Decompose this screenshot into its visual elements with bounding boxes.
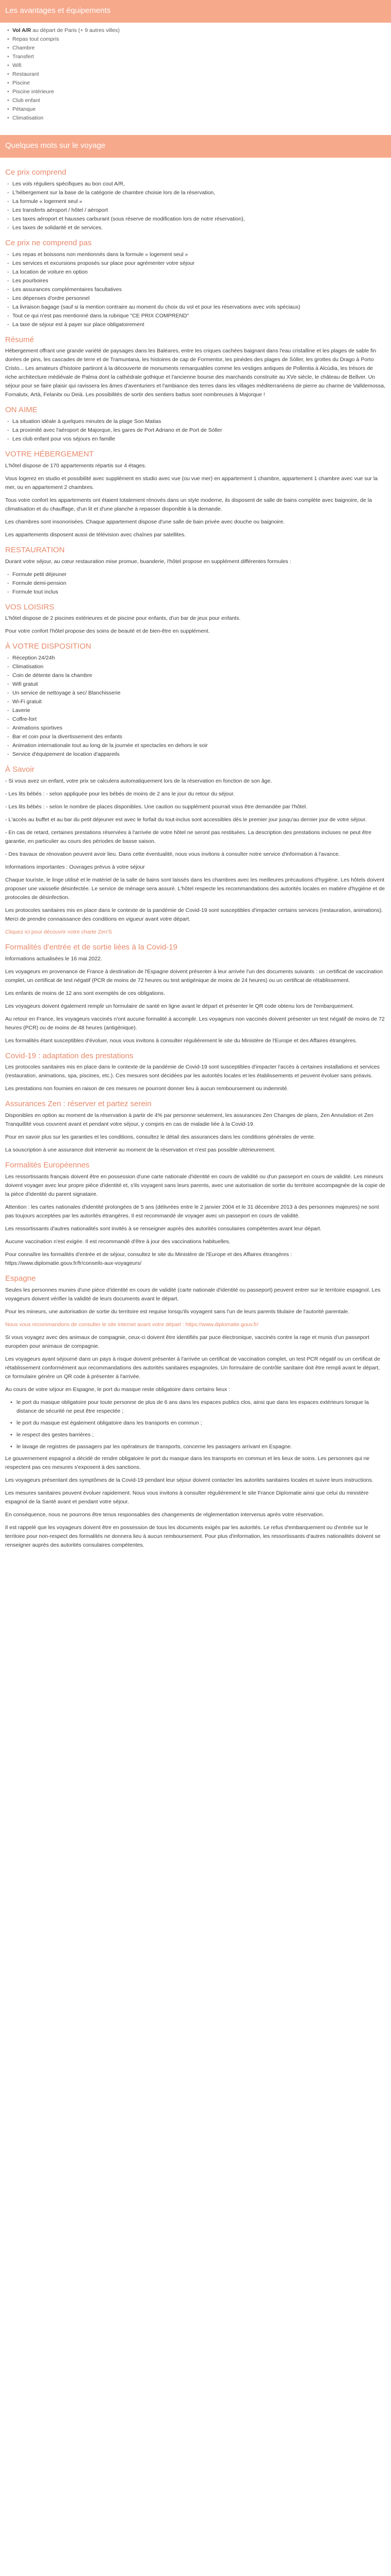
list-item: • le respect des gestes barrières ; [5,1431,386,1439]
list-item: - Les club enfant pour vos séjours en famille [5,435,386,444]
list-item: - Les repas et boissons non mentionnés dans la formule « logement seul » [5,250,386,259]
dispo-title: À VOTRE DISPOSITION [5,642,91,651]
onaime-list [5,417,386,444]
advantage-item-bold: Vol A/R [12,27,31,33]
list-item: - Les assurances complémentaires facultatives [5,285,386,294]
hebergement-p3: Tous votre confort les appartements ont étaient totalement rénovés dans un style moderne, ils disposent de salle de bains complète avec baignoire, de la climatisation et du chauffage, d'un lit et d'une planche à repasser disponible à la demande. [5,497,372,512]
europe-p3: Les ressortissants d'autres nationalités sont invités à se renseigner auprès des autorités consulaires compétentes avant leur départ. [5,1225,322,1232]
europe-p2: Attention : les cartes nationales d'identité prolongées de 5 ans (délivrées entre le 2 janvier 2004 et le 31 décembre 2013 à des personnes majeures) ne sont pas toujours acceptées par les autorités étrangères. Il est recommandé de voyager avec un passeport en cours de validité. [5,1204,379,1219]
list-item: - Un service de nettoyage à sec/ Blanchisserie [5,689,386,698]
list-item: - Wifi gratuit [5,680,386,689]
espagne-list [5,1398,386,1451]
list-item: • le lavage de registres de passagers par les opérateurs de transports, concerne les passagers arrivant en Espagne. [5,1443,386,1451]
hebergement-p1: L'hôtel dispose de 170 appartements répartis sur 4 étages. [5,462,146,469]
savoir-p2: - Les lits bébés : - selon appliquée pour les bébés de moins de 2 ans le jour du retour du séjour. [5,790,235,797]
list-item: - La formule « logement seul » [5,197,386,206]
list-item: - Formule tout inclus [5,588,386,597]
advantage-item-text: Club enfant [12,97,40,104]
list-item: - Animations sportives [5,724,386,733]
espagne-p6: Au cours de votre séjour en Espagne, le port du masque reste obligatoire dans certains lieux : [5,1386,231,1393]
advantage-item-text: Wifi [12,62,22,69]
advantage-item [5,114,386,123]
resume-title: Résumé [5,335,34,344]
advantage-item-text: Climatisation [12,115,44,121]
list-item: - Les dépenses d'ordre personnel [5,294,386,303]
loisirs-title: VOS LOISIRS [5,602,55,612]
noprix-title: Ce prix ne comprend pas [5,238,92,247]
espagne-p8: Les voyageurs présentant des symptômes de la Covid-19 pendant leur séjour doivent contacter les autorités sanitaires locales et suivre leurs instructions. [5,1477,373,1483]
espagne-p11: Il est rappelé que les voyageurs doivent être en possession de tous les documents exigés par les autorités. Le refus d'embarquement ou d'entrée sur le territoire pour non-respect des formalités ne donnera lieu à aucun remboursement. Pour plus d'information, les ressortissants d'autres nationalités doivent se renseigner auprès des autorités consulaires compétentes. [5,1524,381,1548]
assur-p2: Pour en savoir plus sur les garanties et les conditions, consultez le détail des assurances dans les conditions générales de vente. [5,1134,316,1140]
espagne-p5: Les voyageurs ayant séjourné dans un pays à risque doivent présenter à l'arrivée un certificat de vaccination complet, un test PCR négatif ou un certificat de rétablissement conformément aux recommandations des autorités sanitaires espagnoles. Un formulaire de contrôle sanitaire doit être rempli avant le départ, ce formulaire génère un QR code à présenter à l'arrivée. [5,1355,380,1380]
espagne-title: Espagne [5,1274,36,1283]
covid-p1: Les protocoles sanitaires mis en place dans le contexte de la pandémie de Covid-19 sont susceptibles d'impacter l'accès à certaines installations et services (restauration, animations, spa, piscines, etc.). Ces mesures sont décidées par les autorités locales et les établissements et peuvent évoluer sans préavis. [5,1064,380,1079]
europe-p4: Aucune vaccination n'est exigée. Il est recommandé d'être à jour des vaccinations habituelles. [5,1238,231,1245]
formal-p3: Les enfants de moins de 12 ans sont exemptés de ces obligations. [5,990,165,996]
list-item: - Climatisation [5,663,386,671]
hebergement-title: VOTRE HÉBERGEMENT [5,450,94,459]
prix-list [5,180,386,232]
resto-title: RESTAURATION [5,545,65,554]
advantage-item-text: Pétanque [12,106,36,112]
assur-title: Assurances Zen : réserver et partez serein [5,1099,152,1109]
europe-title: Formalités Européennes [5,1161,90,1170]
advantage-item [5,35,386,44]
assur-p3: La souscription à une assurance doit intervenir au moment de la réservation et n'est pas possible ultérieurement. [5,1147,275,1153]
advantage-item-text: Restaurant [12,71,39,77]
list-item: - Les taxes aéroport et hausses carburant (sous réserve de modification lors de notre réservation), [5,215,386,224]
list-item: - Wi-Fi gratuit [5,698,386,706]
advantage-item-text: Transfert [12,54,34,60]
list-item: - Formule demi-pension [5,579,386,588]
espagne-p7: Le gouvernement espagnol a décidé de rendre obligatoire le port du masque dans les transports en commun et les lieux de soins. Les personnes qui ne respectent pas ces mesures s'exposent à des sanctions. [5,1455,370,1470]
advantage-item-text: Repas tout compris [12,36,59,42]
advantage-item [5,44,386,53]
advantage-item [5,88,386,96]
advantages-banner: Les avantages et équipements [0,0,391,23]
noprix-list [5,250,386,329]
advantage-item-text: Piscine intérieure [12,89,54,95]
list-item: - La livraison bagage (sauf si la mention contraire au moment du choix du vol et pour les réservations avec vols spéciaux) [5,303,386,312]
formal-p4: Les voyageurs doivent également remplir un formulaire de santé en ligne avant le départ et présenter le QR code obtenu lors de l'embarquement. [5,1003,354,1009]
advantage-item-text: Piscine [12,80,30,86]
list-item: - La location de voiture en option [5,268,386,277]
charte-link[interactable]: Cliquez ici pour découvrir notre charte Zen'S [5,928,112,935]
formal-p6: Les formalités étant susceptibles d'évoluer, nous vous invitons à consulter régulièrement le site du Ministère de l'Europe et des Affaires étrangères. [5,1037,357,1044]
savoir-p6: - Des travaux de rénovation peuvent avoir lieu. Dans cette éventualité, nous vous invitons à consulter notre service d'information à l'avance. [5,851,340,857]
formal-p1: Informations actualisées le 16 mai 2022. [5,955,102,962]
list-item: • le port du masque est également obligatoire dans les transports en commun ; [5,1419,386,1428]
formal-p5: Au retour en France, les voyageurs vaccinés n'ont aucune formalité à accomplir. Les voyageurs non vaccinés doivent présenter un test négatif de moins de 72 heures (PCR) ou de moins de 48 heures (antigénique). [5,1015,385,1031]
list-item: - Formule petit déjeuner [5,570,386,579]
list-item: - Tout ce qui n'est pas mentionné dans la rubrique "CE PRIX COMPREND" [5,312,386,320]
hebergement-p2: Vous logerez en studio et possibilité avec supplément en studio avec vue (ou vue mer) en appartement 1 chambre, appartement 1 chambre avec vue sur la mer, ou en appartement 2 chambres. [5,475,378,490]
savoir-p3: - Les lits bébés : - selon le nombre de places disponibles. Une caution ou supplément pourrait vous être demandée par l'hôtel. [5,803,307,810]
advantages-list [0,23,391,126]
europe-p5: Pour connaître les formalités d'entrée et de séjour, consultez le site du Ministère de l'Europe et des Affaires étrangères : https://www.diplomatie.gouv.fr/fr/conseils-aux-voyageurs/ [5,1251,292,1266]
onaime-title: ON AIME [5,405,38,415]
list-item: - La proximité avec l'aéroport de Majorque, les gares de Port Adriano et de Port de Sóller [5,426,386,435]
advantage-item [5,96,386,105]
prix-title: Ce prix comprend [5,168,67,177]
savoir-title: À Savoir [5,765,35,774]
list-item: - Les pourboires [5,277,386,285]
loisirs-p1: L'hôtel dispose de 2 piscines extérieures et de piscine pour enfants, d'un bar de jeux pour enfants. [5,615,241,622]
espagne-p3[interactable]: Nous vous recommandons de consulter le site internet avant votre départ : https://www.diplomatie.gouv.fr/ [5,1321,259,1328]
resto-p1: Durant votre séjour, au cœur restauration mise promue, buanderie, l'hôtel propose en supplément différentes formules : [5,558,291,565]
resume-text: Hébergement offrant une grande variété de paysages dans les Baléares, entre les criques cachées baignant dans l'eau cristalline et les plages de sable fin dorées de pins, les cascades de terre et de Tramuntana, les histoires de cap de Formentor, les pinèdes des plages de Sóller, les grottes du Drago à Porto Cristo... Les amateurs d'histoire partiront à la découverte de monuments remarquables comme les vestiges antiques de Pollentia à Alcúdia, les trésors de riche architecture médiévale de Palma dont la cathédrale gothique et l'ancienne bourse des marchands construite au XVe siècle, le château de Bellver. Un séjour pour se faire plaisir qui ravissera les âmes d'aventuriers et l'ambiance des terres dans les villages méditerranéens de pierre au charme de Valldemossa, Fornalutx, Artà, Felanitx ou Deià. Les possibilités de sortir des sentiers battus sont nombreuses à Majorque ! [5,348,385,398]
list-item: - Les services et excursions proposés sur place pour agrémenter votre séjour [5,259,386,268]
list-item: - Coffre-fort [5,715,386,724]
advantage-item [5,61,386,70]
savoir-p9: Les protocoles sanitaires mis en place dans le contexte de la pandémie de Covid-19 sont susceptibles d'impacter certains services (restauration, animations). Merci de prendre connaissance des conditions en vigueur avant votre départ. [5,907,383,922]
list-item: - L'hébergement sur la base de la catégorie de chambre choisie lors de la réservation, [5,189,386,197]
advantage-item [5,26,386,35]
list-item: - Les taxes de solidarité et de services. [5,224,386,232]
advantage-item-text: au départ de Paris (+ 9 autres villes) [31,27,120,33]
savoir-p7: Informations importantes : Ouvrages prévus à votre séjour [5,863,145,870]
hebergement-p4: Les chambres sont insonorisées. Chaque appartement dispose d'une salle de bain privée avec douche ou baignoire. [5,518,285,525]
europe-p1: Les ressortissants français doivent être en possession d'une carte nationale d'identité en cours de validité ou d'un passeport en cours de validité. Les mineurs doivent voyager avec leur propre pièce d'identité et, s'ils voyagent sans leurs parents, avec une autorisation de sortie du territoire accompagnée de la copie de la pièce d'identité du parent signataire. [5,1173,385,1197]
savoir-p5: - En cas de retard, certaines prestations réservées à l'arrivée de votre hôtel ne seront pas restituées. La description des prestations incluses ne peut être garantie, en particulier au cours des périodes de basse saison. [5,829,371,844]
list-item: - Service d'équipement de location d'appareils [5,750,386,759]
list-item: - Les transferts aéroport / hôtel / aéroport [5,206,386,215]
formal-p2: Les voyageurs en provenance de France à destination de l'Espagne doivent présenter à leur arrivée l'un des documents suivants : un certificat de vaccination complet, un certificat de test négatif (PCR de moins de 72 heures ou test antigénique de moins de 24 heures) ou un certificat de rétablissement. [5,968,383,984]
espagne-p10: En conséquence, nous ne pourrons être tenus responsables des changements de réglementation intervenus après votre réservation. [5,1511,324,1518]
list-item: • le port du masque obligatoire pour toute personne de plus de 6 ans dans les espaces publics clos, ainsi que dans les espaces extérieurs lorsque la distance de sécurité ne peut être respectée ; [5,1398,386,1416]
list-item: - Bar et coin pour la divertissement des enfants [5,733,386,741]
covid-p2: Les prestations non fournies en raison de ces mesures ne pourront donner lieu à aucun remboursement ou indemnité. [5,1086,289,1092]
resto-list [5,570,386,597]
espagne-p9: Les mesures sanitaires peuvent évoluer rapidement. Nous vous invitons à consulter régulièrement le site France Diplomatie ainsi que celui du ministère espagnol de la Santé avant et pendant votre séjour. [5,1489,369,1505]
savoir-p8: Chaque touriste, le linge utilisé et le matériel de la salle de bains sont laissés dans les chambres avec les meilleures précautions d'hygiène. Les hôtels doivent proposer une vaisselle désinfectée. Le service de ménage sera assuré. L'hôtel respecte les recommandations des autorités locales en matière d'hygiène et de protocoles de désinfection. [5,876,385,901]
savoir-p1: - Si vous avez un enfant, votre prix se calculera automatiquement lors de la réservation en fonction de son âge. [5,777,272,784]
list-item: - La taxe de séjour est à payer sur place obligatoirement [5,320,386,329]
espagne-p2: Pour les mineurs, une autorisation de sortie du territoire est requise lorsqu'ils voyagent sans l'un de leurs parents titulaire de l'autorité parentale. [5,1308,350,1315]
advantage-item [5,53,386,61]
loisirs-p2: Pour votre confort l'hôtel propose des soins de beauté et de bien-être en supplément. [5,628,210,635]
savoir-p4: - L'accès au buffet et au bar du petit déjeuner est avec le forfait du tout-inclus sont accessibles dès le premier jour jusqu'au dernier jour de votre séjour. [5,816,367,823]
dispo-list [5,654,386,759]
info-banner: Quelques mots sur le voyage [0,135,391,158]
list-item: - Animation internationale tout au long de la journée et spectacles en dehors le soir [5,741,386,750]
advantage-item [5,70,386,79]
list-item: - Les vols réguliers spécifiques au bon cout A/R, [5,180,386,189]
list-item: - Laverie [5,706,386,715]
hebergement-p5: Les appartements disposent aussi de télévision avec chaînes par satellites. [5,531,186,538]
covid-title: Covid-19 : adaptation des prestations [5,1051,134,1060]
list-item: - La situation idéale à quelques minutes de la plage Son Matias [5,417,386,426]
trip-description [0,158,391,1574]
list-item: - Coin de détente dans la chambre [5,671,386,680]
advantage-item [5,105,386,114]
advantage-item-text: Chambre [12,45,35,51]
espagne-p1: Seules les personnes munies d'une pièce d'identité en cours de validité (carte nationale d'identité ou passeport) peuvent entrer sur le territoire espagnol. Les voyageurs doivent vérifier la validité de leurs documents avant le départ. [5,1286,381,1302]
formal-title: Formalités d'entrée et de sortie liées à la Covid-19 [5,942,177,952]
advantage-item [5,79,386,88]
list-item: - Réception 24/24h [5,654,386,663]
assur-p1: Disponibles en option au moment de la réservation à partir de 4% par personne seulement, les assurances Zen Changes de plans, Zen Annulation et Zen Tranquillité vous couvrent avant et pendant votre séjour, y compris en cas de maladie liée à la Covid-19. [5,1112,373,1127]
espagne-p4: Si vous voyagez avec des animaux de compagnie, ceux-ci doivent être identifiés par puce électronique, vaccinés contre la rage et munis d'un passeport européen pour animaux de compagnie. [5,1334,369,1349]
